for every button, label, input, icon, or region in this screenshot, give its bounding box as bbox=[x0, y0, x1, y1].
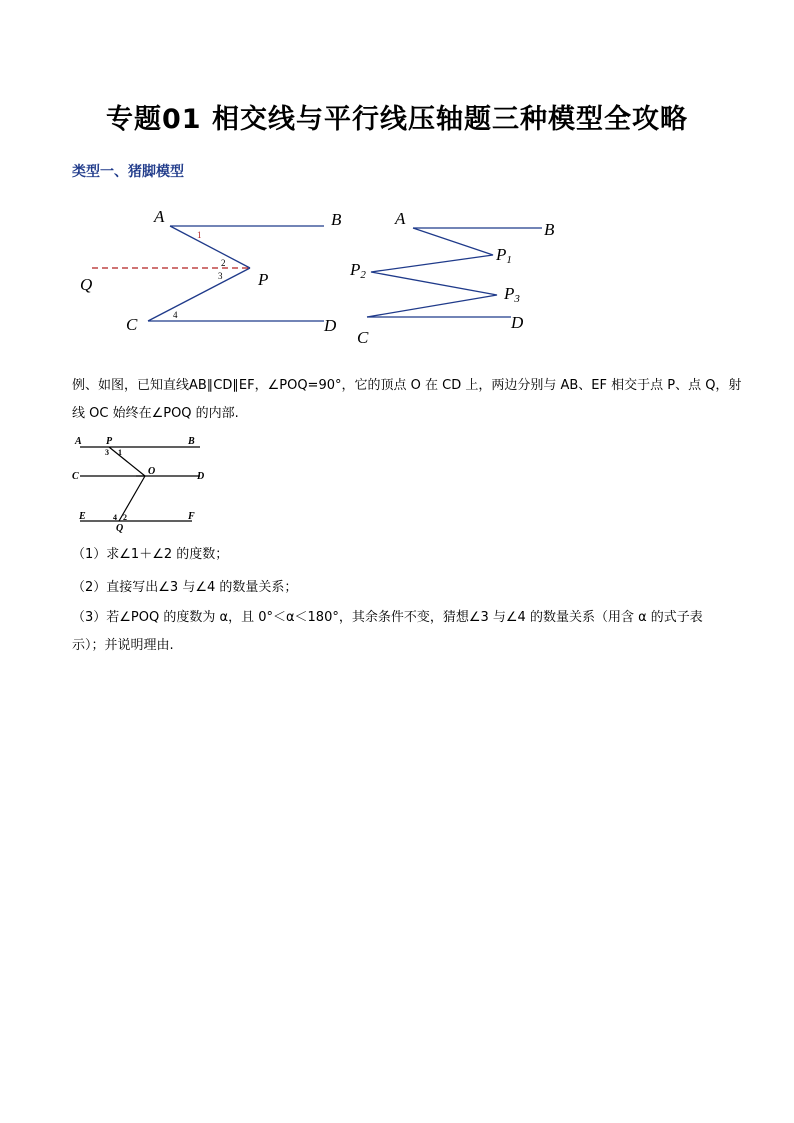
label-p2: P2 bbox=[350, 260, 366, 281]
angle-1-label: 1 bbox=[197, 230, 202, 240]
angle-1-label: 1 bbox=[118, 448, 122, 457]
label-o: O bbox=[148, 466, 156, 477]
angle-2-label: 2 bbox=[221, 258, 226, 268]
figure-pig-foot-model bbox=[70, 200, 360, 340]
label-a: A bbox=[395, 209, 406, 228]
section-heading: 类型一、猪脚模型 bbox=[72, 164, 184, 180]
segment-ap bbox=[170, 226, 250, 268]
label-c: C bbox=[126, 315, 138, 334]
label-q: Q bbox=[116, 523, 124, 534]
label-c: C bbox=[72, 471, 79, 482]
figure-zigzag-model bbox=[345, 200, 575, 350]
question-2: （2）直接写出∠3 与∠4 的数量关系； bbox=[72, 580, 298, 595]
label-a: A bbox=[154, 207, 165, 226]
label-p: P bbox=[258, 270, 269, 289]
zigzag-path bbox=[367, 228, 497, 317]
segment-cp bbox=[148, 268, 250, 321]
segment-po bbox=[109, 447, 145, 476]
label-p3: P3 bbox=[504, 284, 520, 305]
label-a: A bbox=[75, 436, 82, 447]
label-c: C bbox=[357, 328, 369, 347]
label-p1: P1 bbox=[496, 245, 512, 266]
angle-3-label: 3 bbox=[105, 448, 109, 457]
figure-example bbox=[72, 434, 212, 534]
label-d: D bbox=[197, 471, 205, 482]
page-title: 专题01 相交线与平行线压轴题三种模型全攻略 bbox=[106, 104, 688, 135]
label-p: P bbox=[106, 436, 113, 447]
angle-3-label: 3 bbox=[218, 271, 223, 281]
label-q: Q bbox=[80, 275, 93, 294]
angle-2-label: 2 bbox=[123, 513, 127, 522]
label-b: B bbox=[544, 220, 555, 239]
angle-4-label: 4 bbox=[173, 310, 178, 320]
angle-4-label: 4 bbox=[113, 513, 117, 522]
label-d: D bbox=[324, 316, 337, 335]
label-d: D bbox=[511, 313, 524, 332]
label-b: B bbox=[331, 210, 342, 229]
question-1: （1）求∠1＋∠2 的度数； bbox=[72, 547, 229, 562]
label-e: E bbox=[79, 511, 86, 522]
label-b: B bbox=[188, 436, 195, 447]
example-text: 例、如图，已知直线AB∥CD∥EF，∠POQ=90°，它的顶点 O 在 CD 上，两边分别与 AB、EF 相交于点 P、点 Q，射线 OC 始终在∠POQ 的内部. bbox=[72, 378, 742, 421]
label-f: F bbox=[188, 511, 195, 522]
question-3: （3）若∠POQ 的度数为 α，且 0°＜α＜180°，其余条件不变，猜想∠3 与∠4 的数量关系（用含 α 的式子表示）；并说明理由. bbox=[72, 610, 703, 653]
